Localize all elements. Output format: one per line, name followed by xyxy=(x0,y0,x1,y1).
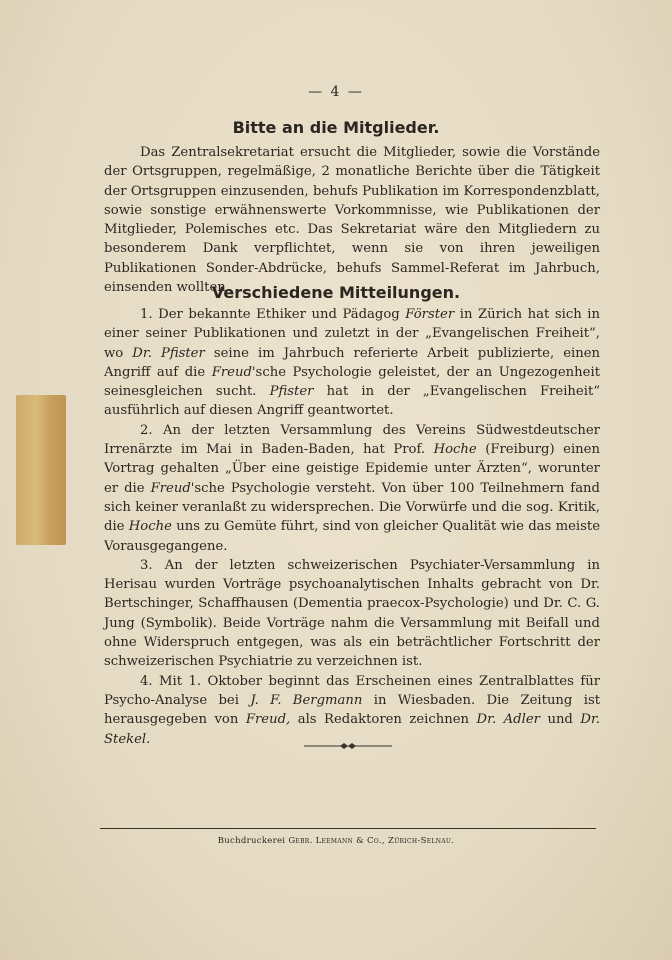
divider-ornament-icon xyxy=(304,742,392,750)
footer-rule xyxy=(100,828,596,829)
page-number: — 4 — xyxy=(308,84,364,100)
notice-item-3: 3. An der letzten schweizerischen Psychiater-Versammlung in Herisau wurden Vorträge psychoanalytischen Inhalts gebracht von Dr. Bertschinger, Schaffhausen (Dementia praecox-Psychologie) und Dr. C. G. Jung (Symbolik). Beide Vorträge nahm die Versammlung mit Beifall und ohne Widerspruch entgegen, was als ein beträchtlicher Fortschritt der schweizerischen Psychiatrie zu verzeichnen ist. xyxy=(104,557,600,670)
section-body-notices xyxy=(104,305,600,749)
tape-stain xyxy=(16,395,66,545)
section-body-members xyxy=(104,143,600,297)
notice-item-2: 2. An der letzten Versammlung des Vereins Südwestdeutscher Irrenärzte im Mai in Baden-Baden, hat Prof. Hoche (Freiburg) einen Vortrag gehalten „Über eine geistige Epidemie unter Ärzten“, worunter er die Freud'sche Psychologie versteht. Von über 100 Teilnehmern fand sich keiner veranlaßt zu widersprechen. Die Vorwürfe und die sog. Kritik, die Hoche uns zu Gemüte führt, sind von gleicher Qualität wie das meiste Vorausgegangene. xyxy=(104,422,600,554)
notice-item-4: 4. Mit 1. Oktober beginnt das Erscheinen eines Zentralblattes für Psycho-Analyse bei J. F. Bergmann in Wiesbaden. Die Zeitung ist herausgegeben von Freud, als Redaktoren zeichnen Dr. Adler und Dr. Stekel. xyxy=(104,673,601,747)
section-heading-members: Bitte an die Mitglieder. xyxy=(232,118,440,137)
notice-item-1: 1. Der bekannte Ethiker und Pädagog Förster in Zürich hat sich in einer seiner Publikationen und zuletzt in der „Evangelischen Freiheit“, wo Dr. Pfister seine im Jahrbuch referierte Arbeit publizierte, einen Angriff auf die Freud'sche Psychologie geleistet, der an Ungezogenheit seinesgleichen sucht. Pfister hat in der „Evangelischen Freiheit“ ausführlich auf diesen Angriff geantwortet. xyxy=(104,307,601,419)
printer-imprint: Buchdruckerei Gebr. Leemann & Co., Zürich-Selnau. xyxy=(217,836,455,846)
section-heading-notices: Verschiedene Mitteilungen. xyxy=(211,283,461,302)
paragraph: Das Zentralsekretariat ersucht die Mitglieder, sowie die Vorstände der Ortsgruppen, regelmäßige, 2 monatliche Berichte über die Tätigkeit der Ortsgruppen einzusenden, behufs Publikation im Korrespondenzblatt, sowie sonstige erwähnenswerte Vorkommnisse, wie Publikationen der Mitglieder, Polemisches etc. Das Sekretariat wäre den Mitgliedern zu besonderem Dank verpflichtet, wenn sie von ihren jeweiligen Publikationen Sonder-Abdrücke, behufs Sammel-Referat im Jahrbuch, einsenden wollten. xyxy=(104,145,600,296)
